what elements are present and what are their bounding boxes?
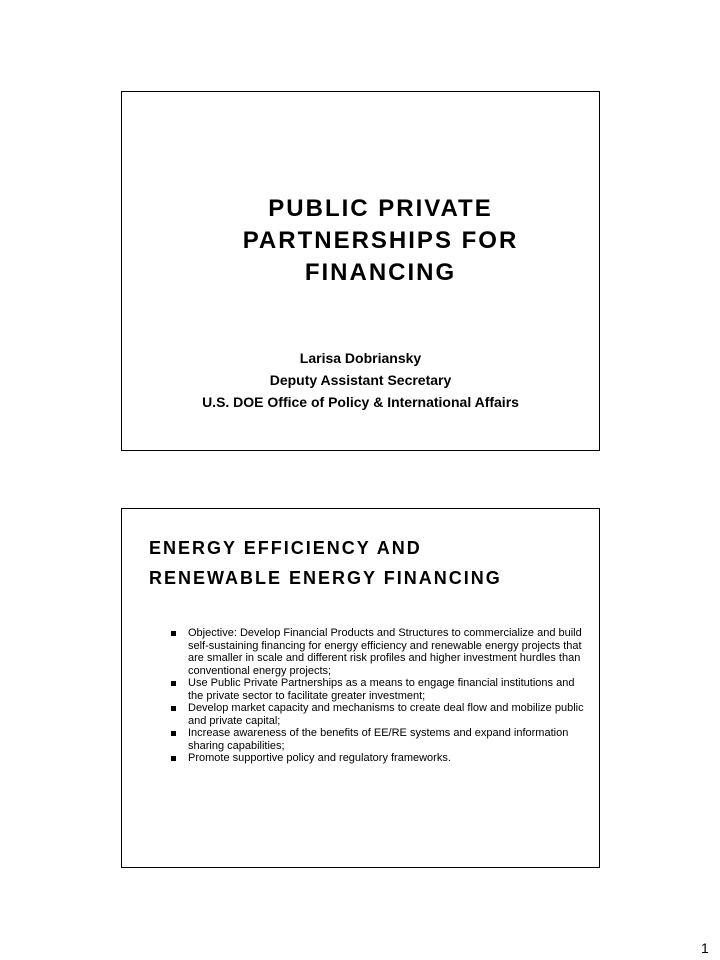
- bullet-item: [158, 677, 584, 702]
- slide-heading-line: ENERGY EFFICIENCY AND: [149, 538, 422, 558]
- bullet-item: [158, 727, 584, 752]
- slide-title-line: PARTNERSHIPS FOR: [242, 227, 519, 254]
- page-number: 1: [701, 940, 709, 956]
- bullet-item: [158, 752, 584, 765]
- bullet-list: [158, 627, 584, 765]
- bullet-text: Use Public Private Partnerships as a means to engage financial institutions and the private sector to facilitate greater investment;: [188, 677, 575, 702]
- bullet-text: Promote supportive policy and regulatory frameworks.: [188, 752, 451, 764]
- slide-heading-line: RENEWABLE ENERGY FINANCING: [149, 568, 502, 588]
- bullet-item: [158, 702, 584, 727]
- square-bullet-icon: [171, 631, 176, 636]
- title-slide: [121, 91, 600, 451]
- square-bullet-icon: [171, 731, 176, 736]
- bullet-text: Develop market capacity and mechanisms to create deal flow and mobilize public and private capital;: [188, 702, 584, 727]
- presenter-name: Larisa Dobriansky: [299, 350, 422, 366]
- bullet-text: Increase awareness of the benefits of EE/RE systems and expand information sharing capabilities;: [188, 727, 569, 752]
- bullet-text: Objective: Develop Financial Products and Structures to commercialize and build self-sustaining financing for energy efficiency and renewable energy projects that are smaller in scale and different risk profiles and higher investment hurdles than conventional energy projects;: [188, 627, 582, 677]
- presenter-position: Deputy Assistant Secretary: [269, 372, 452, 388]
- slide-title-line: PUBLIC PRIVATE: [268, 195, 493, 222]
- square-bullet-icon: [171, 756, 176, 761]
- square-bullet-icon: [171, 681, 176, 686]
- slide-heading: [149, 533, 589, 593]
- square-bullet-icon: [171, 706, 176, 711]
- presenter-office: U.S. DOE Office of Policy & International Affairs: [202, 394, 519, 410]
- content-slide: [121, 508, 600, 868]
- bullet-item: [158, 627, 584, 677]
- slide-title: [182, 193, 579, 289]
- presenter-block: [122, 347, 599, 413]
- slide-title-line: FINANCING: [304, 259, 457, 286]
